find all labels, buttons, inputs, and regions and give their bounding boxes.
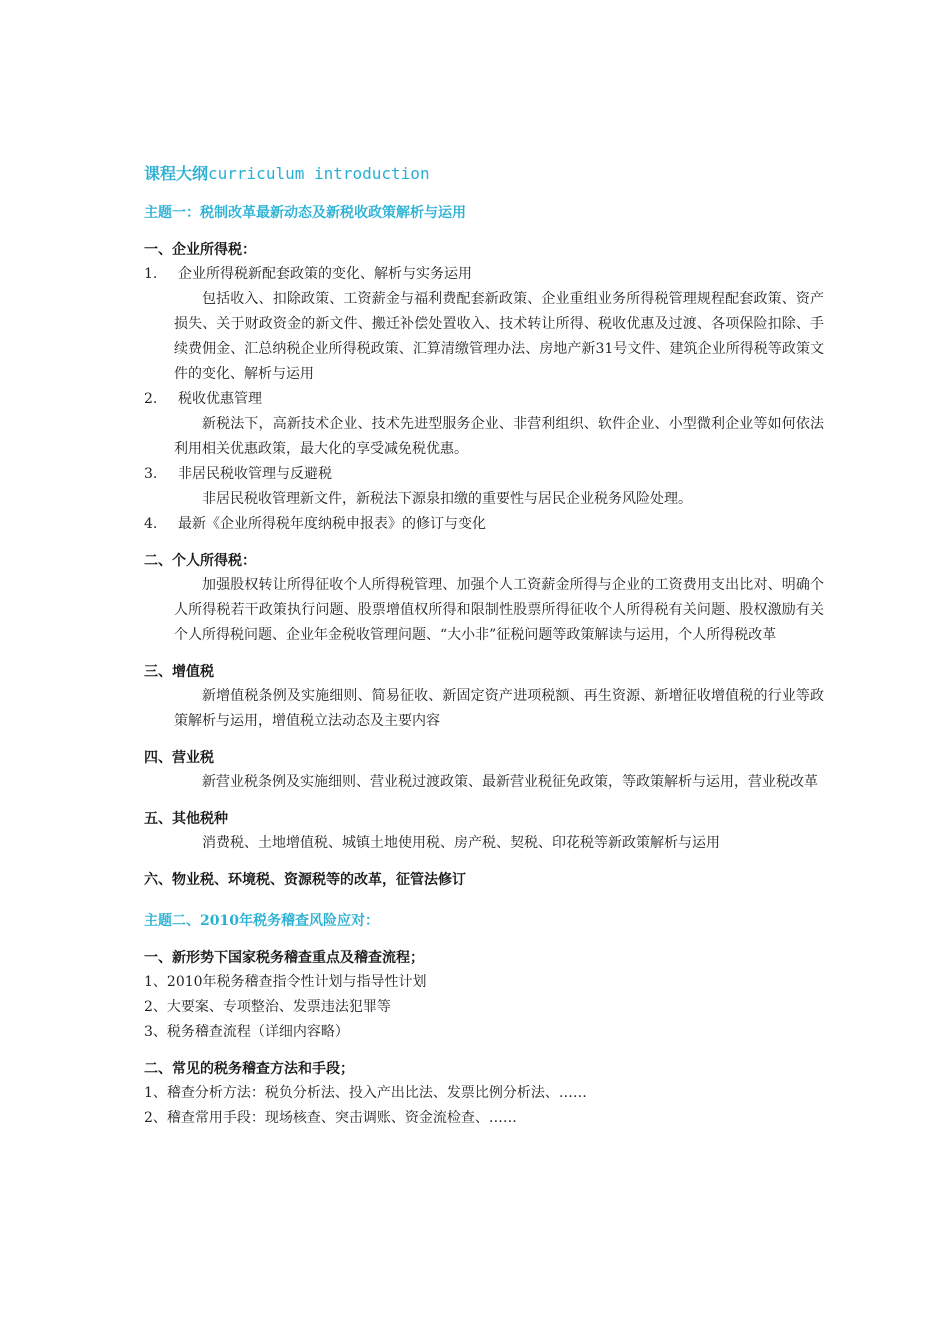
topic-1-heading: 主题一：税制改革最新动态及新税收政策解析与运用 bbox=[144, 205, 466, 221]
list-item bbox=[144, 512, 824, 537]
section-vat: 三、增值税 bbox=[144, 664, 214, 680]
section-description: 加强股权转让所得征收个人所得税管理、加强个人工资薪金所得与企业的工资费用支出比对、明确个人所得税若干政策执行问题、股票增值权所得和限制性股票所得征收个人所得税有关问题、股权激励有关个人所得税问题、企业年金税收管理问题、“大小非”征税问题等政策解读与运用，个人所得税改革 bbox=[174, 577, 824, 643]
section-individual-income-tax: 二、个人所得税： bbox=[144, 553, 256, 569]
list-item bbox=[144, 262, 824, 287]
list-item bbox=[144, 462, 824, 487]
topic-2-heading: 主题二、2010年税务稽查风险应对： bbox=[144, 913, 379, 929]
list-item bbox=[144, 387, 824, 412]
list-item: 2、稽查常用手段：现场核查、突击调账、资金流检查、…… bbox=[144, 1110, 517, 1126]
item-description: 非居民税收管理新文件，新税法下源泉扣缴的重要性与居民企业税务风险处理。 bbox=[202, 491, 692, 507]
section-business-tax: 四、营业税 bbox=[144, 750, 214, 766]
item-number: 2. bbox=[144, 391, 158, 407]
item-number: 3. bbox=[144, 466, 158, 482]
item-label: 企业所得税新配套政策的变化、解析与实务运用 bbox=[178, 266, 472, 282]
course-title-en: curriculum introduction bbox=[208, 164, 430, 183]
list-item: 1、稽查分析方法：税负分析法、投入产出比法、发票比例分析法、…… bbox=[144, 1085, 587, 1101]
item-label: 税收优惠管理 bbox=[178, 391, 262, 407]
item-number: 1. bbox=[144, 266, 158, 282]
section-audit-methods: 二、常见的税务稽查方法和手段； bbox=[144, 1061, 354, 1077]
item-label: 最新《企业所得税年度纳税申报表》的修订与变化 bbox=[178, 516, 486, 532]
section-reform: 六、物业税、环境税、资源税等的改革，征管法修订 bbox=[144, 872, 466, 888]
course-title-cn: 课程大纲 bbox=[144, 164, 209, 183]
item-number: 4. bbox=[144, 516, 158, 532]
section-other-taxes: 五、其他税种 bbox=[144, 811, 228, 827]
section-description: 新增值税条例及实施细则、简易征收、新固定资产进项税额、再生资源、新增征收增值税的行业等政策解析与运用，增值税立法动态及主要内容 bbox=[174, 688, 824, 729]
course-title bbox=[144, 160, 824, 188]
section-audit-focus: 一、新形势下国家税务稽查重点及稽查流程； bbox=[144, 950, 424, 966]
section-description: 消费税、土地增值税、城镇土地使用税、房产税、契税、印花税等新政策解析与运用 bbox=[202, 835, 720, 851]
item-description: 新税法下，高新技术企业、技术先进型服务企业、非营利组织、软件企业、小型微利企业等如何依法利用相关优惠政策，最大化的享受减免税优惠。 bbox=[174, 416, 824, 457]
section-corporate-income-tax: 一、企业所得税： bbox=[144, 242, 256, 258]
list-item: 1、2010年税务稽查指令性计划与指导性计划 bbox=[144, 974, 427, 990]
section-description: 新营业税条例及实施细则、营业税过渡政策、最新营业税征免政策，等政策解析与运用，营业税改革 bbox=[202, 774, 818, 790]
item-label: 非居民税收管理与反避税 bbox=[178, 466, 332, 482]
list-item: 3、税务稽查流程（详细内容略） bbox=[144, 1024, 349, 1040]
list-item: 2、大要案、专项整治、发票违法犯罪等 bbox=[144, 999, 391, 1015]
item-description: 包括收入、扣除政策、工资薪金与福利费配套新政策、企业重组业务所得税管理规程配套政策、资产损失、关于财政资金的新文件、搬迁补偿处置收入、技术转让所得、税收优惠及过渡、各项保险扣除、手续费佣金、汇总纳税企业所得税政策、汇算清缴管理办法、房地产新31号文件、建筑企业所得税等政策文件的变化、解析与运用 bbox=[174, 291, 824, 382]
document-body bbox=[144, 160, 824, 1131]
